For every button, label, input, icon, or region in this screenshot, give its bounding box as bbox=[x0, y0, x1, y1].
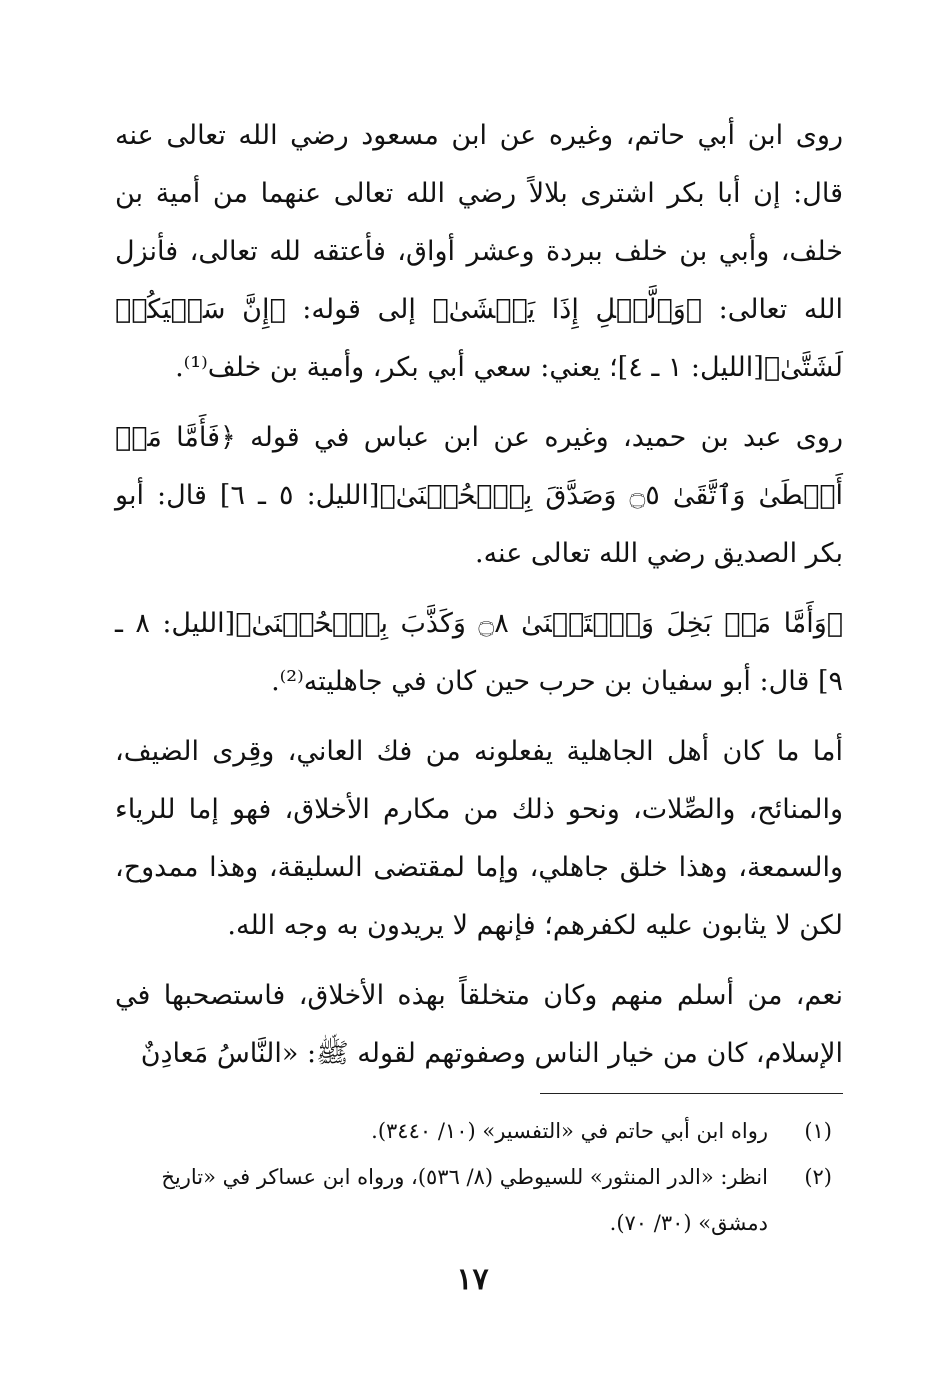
page-number: ١٧ bbox=[456, 1262, 489, 1297]
footnotes bbox=[110, 1108, 840, 1246]
main-text bbox=[115, 107, 843, 1095]
paragraph: روى ابن أبي حاتم، وغيره عن ابن مسعود رضي الله تعالى عنه قال: إن أبا بكر اشترى بلالاً رضي الله تعالى عنهما من أمية بن خلف، وأبي بن خلف ببردة وعشر أواق، فأعتقه لله تعالى، فأنزل الله تعالى: ﴿وَٱلَّيۡلِ إِذَا يَغۡشَىٰ﴾ إلى قوله: ﴿إِنَّ سَعۡيَكُمۡ لَشَتَّىٰ﴾[الليل: ١ ـ ٤]؛ يعني: سعي أبي بكر، وأمية بن خلف⁽¹⁾. bbox=[115, 120, 843, 383]
footnote-item bbox=[110, 1154, 840, 1246]
footnote-number: (١) bbox=[804, 1119, 832, 1143]
paragraph: روى عبد بن حميد، وغيره عن ابن عباس في قوله ﴿فَأَمَّا مَنۡ أَعۡطَىٰ وَٱتَّقَىٰ ۝٥ وَصَدَّقَ بِٱلۡحُسۡنَىٰ﴾[الليل: ٥ ـ ٦] قال: أبو بكر الصديق رضي الله تعالى عنه. bbox=[115, 422, 843, 569]
footnote-text: رواه ابن أبي حاتم في «التفسير» (١٠/ ٣٤٤٠). bbox=[371, 1119, 768, 1143]
footnote-number: (٢) bbox=[804, 1165, 832, 1189]
footnote-text: انظر: «الدر المنثور» للسيوطي (٨/ ٥٣٦)، ورواه ابن عساكر في «تاريخ دمشق» (٣٠/ ٧٠). bbox=[161, 1165, 768, 1235]
paragraph: نعم، من أسلم منهم وكان متخلقاً بهذه الأخلاق، فاستصحبها في الإسلام، كان من خيار الناس وصفوتهم لقوله ﷺ: «النَّاسُ مَعادِنٌ bbox=[115, 980, 843, 1069]
footnote-separator bbox=[540, 1093, 843, 1094]
paragraph: ﴿وَأَمَّا مَنۢ بَخِلَ وَٱسۡتَغۡنَىٰ ۝٨ وَكَذَّبَ بِٱلۡحُسۡنَىٰ﴾[الليل: ٨ ـ ٩] قال: أبو سفيان بن حرب حين كان في جاهليته⁽²⁾. bbox=[115, 608, 843, 697]
paragraph: أما ما كان أهل الجاهلية يفعلونه من فك العاني، وقِرى الضيف، والمنائح، والصِّلات، ونحو ذلك من مكارم الأخلاق، فهو إما للرياء والسمعة، وهذا خلق جاهلي، وإما لمقتضى السليقة، وهذا ممدوح، لكن لا يثابون عليه لكفرهم؛ فإنهم لا يريدون به وجه الله. bbox=[115, 736, 843, 941]
footnote-item bbox=[110, 1108, 840, 1154]
